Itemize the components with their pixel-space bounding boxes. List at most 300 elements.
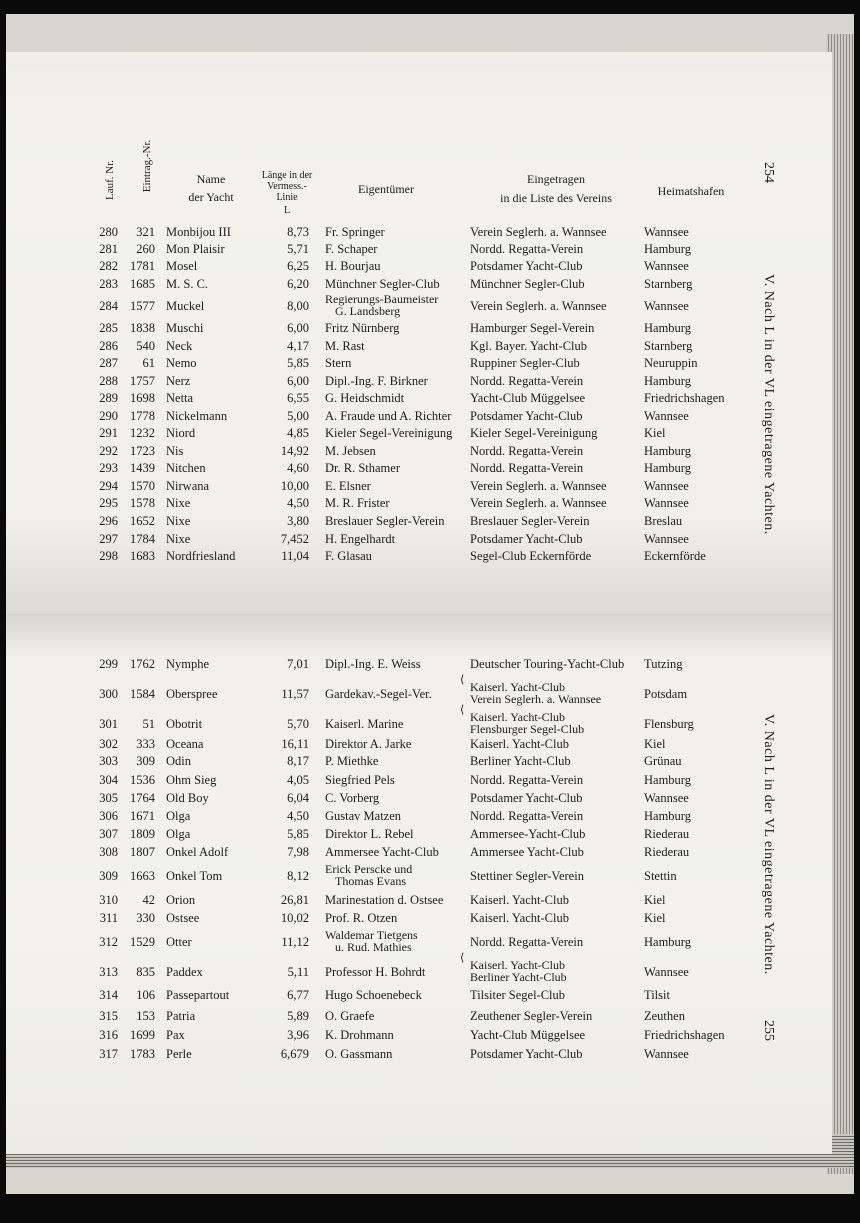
home-port: Zeuthen xyxy=(644,1009,685,1023)
header-verein-line1: Eingetragen xyxy=(527,172,585,186)
club: Verein Seglerh. a. Wannsee xyxy=(470,479,607,493)
owner: Kieler Segel-Vereinigung xyxy=(325,426,453,440)
length-value: 4,60 xyxy=(287,461,309,475)
yacht-name: Oceana xyxy=(166,737,204,751)
club: Breslauer Segler-Verein xyxy=(470,514,590,528)
entry-number: 1570 xyxy=(130,479,155,493)
yacht-name: Obotrit xyxy=(166,717,203,731)
lauf-number: 311 xyxy=(99,911,118,925)
entry-number: 1663 xyxy=(130,869,155,883)
entry-number: 1685 xyxy=(130,277,155,291)
lauf-number: 280 xyxy=(99,225,118,239)
lauf-number: 284 xyxy=(99,299,118,313)
owner: Prof. R. Otzen xyxy=(325,911,398,925)
entry-number: 1783 xyxy=(130,1047,155,1061)
length-value: 4,17 xyxy=(287,339,309,353)
lauf-number: 302 xyxy=(99,737,118,751)
lauf-number: 293 xyxy=(99,461,118,475)
owner: H. Bourjau xyxy=(325,259,381,273)
owner: Dr. R. Sthamer xyxy=(325,461,400,475)
book-scan xyxy=(6,14,854,1194)
lauf-number: 298 xyxy=(99,549,118,563)
brace-mark: ⟨ xyxy=(460,674,465,686)
club: Deutscher Touring-Yacht-Club xyxy=(470,657,625,671)
brace-mark: ⟨ xyxy=(460,704,465,716)
header-verein xyxy=(476,172,636,206)
club: Nordd. Regatta-Verein xyxy=(470,374,584,388)
lauf-number: 301 xyxy=(99,717,118,731)
lauf-number: 303 xyxy=(99,754,118,768)
club-line1: Kaiserl. Yacht-Club xyxy=(470,710,565,724)
yacht-name: Niord xyxy=(166,426,196,440)
yacht-name: Nemo xyxy=(166,356,197,370)
home-port: Wannsee xyxy=(644,496,689,510)
lauf-number: 294 xyxy=(99,479,118,493)
club: Kaiserl. Yacht-Club xyxy=(470,737,569,751)
home-port: Hamburg xyxy=(644,935,691,949)
owner: Dipl.-Ing. F. Birkner xyxy=(325,374,428,388)
owner: Breslauer Segler-Verein xyxy=(325,514,445,528)
lauf-number: 295 xyxy=(99,496,118,510)
yacht-name: Nixe xyxy=(166,532,191,546)
owner-line1: Waldemar Tietgens xyxy=(325,928,418,942)
club: Verein Seglerh. a. Wannsee xyxy=(470,225,607,239)
lauf-number: 289 xyxy=(99,391,118,405)
length-value: 8,17 xyxy=(287,754,309,768)
table-row xyxy=(6,1029,766,1047)
header-length-line1: Länge in der xyxy=(261,170,313,181)
entry-number: 1536 xyxy=(130,773,155,787)
yacht-name: M. S. C. xyxy=(166,277,209,291)
home-port: Kiel xyxy=(644,893,666,907)
entry-number: 1698 xyxy=(130,391,155,405)
home-port: Wannsee xyxy=(644,532,689,546)
owner: C. Vorberg xyxy=(325,791,380,805)
club: Kaiserl. Yacht-Club xyxy=(470,893,569,907)
club: Ammersee Yacht-Club xyxy=(470,845,584,859)
table-row xyxy=(6,828,766,846)
owner: Marinestation d. Ostsee xyxy=(325,893,444,907)
length-value: 5,89 xyxy=(287,1009,309,1023)
club: Kieler Segel-Vereinigung xyxy=(470,426,598,440)
home-port: Neuruppin xyxy=(644,356,698,370)
owner: M. Jebsen xyxy=(325,444,376,458)
home-port: Wannsee xyxy=(644,225,689,239)
header-eintrag-nr: Eintrag.-Nr. xyxy=(141,139,153,193)
entry-number: 1529 xyxy=(130,935,155,949)
owner: H. Engelhardt xyxy=(325,532,396,546)
home-port: Wannsee xyxy=(644,259,689,273)
yacht-name: Nickelmann xyxy=(166,409,228,423)
home-port: Wannsee xyxy=(644,299,689,313)
header-hafen: Heimatshafen xyxy=(657,184,725,198)
entry-number: 1784 xyxy=(130,532,155,546)
lauf-number: 306 xyxy=(99,809,118,823)
lauf-number: 317 xyxy=(99,1047,118,1061)
yacht-name: Otter xyxy=(166,935,192,949)
length-value: 7,452 xyxy=(280,532,309,546)
yacht-name: Nerz xyxy=(166,374,191,388)
yacht-name: Onkel Adolf xyxy=(166,845,229,859)
length-value: 5,71 xyxy=(287,242,309,256)
yacht-name: Patria xyxy=(166,1009,196,1023)
yacht-name: Mon Plaisir xyxy=(166,242,225,256)
lauf-number: 281 xyxy=(99,242,118,256)
club-line1: Kaiserl. Yacht-Club xyxy=(470,680,565,694)
table-row xyxy=(6,392,766,410)
lauf-number: 309 xyxy=(99,869,118,883)
home-port: Tilsit xyxy=(644,988,670,1002)
home-port: Friedrichshagen xyxy=(644,1028,725,1042)
header-verein-line2: in die Liste des Vereins xyxy=(500,191,612,205)
length-value: 7,01 xyxy=(287,657,309,671)
owner: A. Fraude und A. Richter xyxy=(325,409,452,423)
length-value: 6,20 xyxy=(287,277,309,291)
lauf-number: 310 xyxy=(99,893,118,907)
yacht-name: Ostsee xyxy=(166,911,200,925)
page-255 xyxy=(6,614,832,1154)
yacht-name: Nitchen xyxy=(166,461,206,475)
header-length-line3: Linie xyxy=(276,192,298,203)
length-value: 6,25 xyxy=(287,259,309,273)
length-value: 11,04 xyxy=(281,549,309,563)
yacht-name: Nordfriesland xyxy=(166,549,236,563)
club: Yacht-Club Müggelsee xyxy=(470,1028,586,1042)
length-value: 5,85 xyxy=(287,356,309,370)
owner: Hugo Schoenebeck xyxy=(325,988,422,1002)
table-row xyxy=(6,952,766,984)
yacht-name: Netta xyxy=(166,391,194,405)
lauf-number: 316 xyxy=(99,1028,118,1042)
length-value: 3,80 xyxy=(287,514,309,528)
club: Nordd. Regatta-Verein xyxy=(470,773,584,787)
page-number-255: 255 xyxy=(761,1020,776,1041)
entry-number: 309 xyxy=(136,754,155,768)
club: Potsdamer Yacht-Club xyxy=(470,791,583,805)
owner: Kaiserl. Marine xyxy=(325,717,404,731)
header-length-line2: Vermess.- xyxy=(267,181,307,192)
table-row xyxy=(6,658,766,676)
table-row xyxy=(6,928,766,954)
table-row xyxy=(6,704,766,736)
club: Nordd. Regatta-Verein xyxy=(470,935,584,949)
home-port: Starnberg xyxy=(644,339,693,353)
owner: Ammersee Yacht-Club xyxy=(325,845,439,859)
brace-mark: ⟨ xyxy=(460,952,465,964)
home-port: Stettin xyxy=(644,869,677,883)
lauf-number: 313 xyxy=(99,965,118,979)
entry-number: 333 xyxy=(136,737,155,751)
lauf-number: 312 xyxy=(99,935,118,949)
entry-number: 1781 xyxy=(130,259,155,273)
length-value: 26,81 xyxy=(280,893,309,907)
home-port: Kiel xyxy=(644,426,666,440)
entry-number: 330 xyxy=(136,911,155,925)
club-line2: Berliner Yacht-Club xyxy=(470,970,567,984)
owner: M. R. Frister xyxy=(325,496,390,510)
owner: Professor H. Bohrdt xyxy=(325,965,426,979)
table-row xyxy=(6,260,766,278)
entry-number: 321 xyxy=(136,225,155,239)
owner-line1: Erick Perscke und xyxy=(325,862,413,876)
home-port: Riederau xyxy=(644,827,690,841)
yacht-name: Olga xyxy=(166,809,191,823)
lauf-number: 304 xyxy=(99,773,118,787)
owner: Direktor L. Rebel xyxy=(325,827,414,841)
home-port: Potsdam xyxy=(644,687,688,701)
length-value: 6,00 xyxy=(287,374,309,388)
owner: Münchner Segler-Club xyxy=(325,277,440,291)
header-owner: Eigentümer xyxy=(358,182,414,196)
home-port: Wannsee xyxy=(644,965,689,979)
yacht-name: Nirwana xyxy=(166,479,210,493)
table-row xyxy=(6,322,766,340)
club: Berliner Yacht-Club xyxy=(470,754,571,768)
club-line2: Flensburger Segel-Club xyxy=(470,722,585,736)
owner: Direktor A. Jarke xyxy=(325,737,412,751)
owner: Gardekav.-Segel-Ver. xyxy=(325,687,432,701)
header-length-line4: L xyxy=(283,205,291,216)
table-row xyxy=(6,989,766,1007)
page-number-254: 254 xyxy=(761,162,776,183)
home-port: Hamburg xyxy=(644,374,691,388)
length-value: 6,04 xyxy=(287,791,309,805)
club: Hamburger Segel-Verein xyxy=(470,321,595,335)
home-port: Starnberg xyxy=(644,277,693,291)
header-name xyxy=(176,172,246,205)
owner: K. Drohmann xyxy=(325,1028,394,1042)
club: Kaiserl. Yacht-Club xyxy=(470,911,569,925)
yacht-name: Mosel xyxy=(166,259,198,273)
home-port: Hamburg xyxy=(644,773,691,787)
lauf-number: 287 xyxy=(99,356,118,370)
length-value: 6,679 xyxy=(280,1047,309,1061)
club xyxy=(460,674,602,706)
length-value: 16,11 xyxy=(281,737,309,751)
club xyxy=(460,704,585,736)
lauf-number: 305 xyxy=(99,791,118,805)
home-port: Wannsee xyxy=(644,479,689,493)
lauf-number: 285 xyxy=(99,321,118,335)
home-port: Grünau xyxy=(644,754,682,768)
lauf-number: 315 xyxy=(99,1009,118,1023)
club: Potsdamer Yacht-Club xyxy=(470,532,583,546)
club xyxy=(460,952,567,984)
club-line1: Kaiserl. Yacht-Club xyxy=(470,958,565,972)
length-value: 5,70 xyxy=(287,717,309,731)
home-port: Wannsee xyxy=(644,791,689,805)
home-port: Hamburg xyxy=(644,444,691,458)
yacht-name: Olga xyxy=(166,827,191,841)
lauf-number: 299 xyxy=(99,657,118,671)
entry-number: 1699 xyxy=(130,1028,155,1042)
owner: P. Miethke xyxy=(325,754,379,768)
club: Potsdamer Yacht-Club xyxy=(470,259,583,273)
header-name-line2: der Yacht xyxy=(188,190,234,204)
entry-number: 1809 xyxy=(130,827,155,841)
length-value: 4,50 xyxy=(287,809,309,823)
home-port: Breslau xyxy=(644,514,683,528)
entry-number: 1232 xyxy=(130,426,155,440)
home-port: Hamburg xyxy=(644,242,691,256)
table-row xyxy=(6,862,766,888)
entry-number: 1578 xyxy=(130,496,155,510)
length-value: 4,85 xyxy=(287,426,309,440)
entry-number: 51 xyxy=(142,717,155,731)
owner xyxy=(325,863,412,887)
club: Verein Seglerh. a. Wannsee xyxy=(470,299,607,313)
owner: G. Heidschmidt xyxy=(325,391,405,405)
running-title-bottom: V. Nach L in der VL eingetragene Yachten. xyxy=(761,714,776,975)
home-port: Hamburg xyxy=(644,461,691,475)
home-port: Friedrichshagen xyxy=(644,391,725,405)
table-row xyxy=(6,1010,766,1028)
yacht-name: Odin xyxy=(166,754,191,768)
length-value: 6,55 xyxy=(287,391,309,405)
owner xyxy=(325,293,438,317)
header-lauf-nr: Lauf. Nr. xyxy=(104,160,116,201)
club: Zeuthener Segler-Verein xyxy=(470,1009,593,1023)
table-row xyxy=(6,792,766,810)
yacht-name: Nis xyxy=(166,444,184,458)
entry-number: 1778 xyxy=(130,409,155,423)
header-length xyxy=(252,170,322,216)
lauf-number: 283 xyxy=(99,277,118,291)
lauf-number: 288 xyxy=(99,374,118,388)
lauf-number: 308 xyxy=(99,845,118,859)
entry-number: 1838 xyxy=(130,321,155,335)
running-title-top: V. Nach L in der VL eingetragene Yachten. xyxy=(761,274,776,535)
owner-line1: Regierungs-Baumeister xyxy=(325,292,439,306)
yacht-name: Monbijou III xyxy=(166,225,231,239)
yacht-name: Ohm Sieg xyxy=(166,773,217,787)
club: Ruppiner Segler-Club xyxy=(470,356,580,370)
length-value: 3,96 xyxy=(287,1028,309,1042)
table-row xyxy=(6,292,766,318)
length-value: 14,92 xyxy=(280,444,309,458)
club: Nordd. Regatta-Verein xyxy=(470,242,584,256)
home-port: Wannsee xyxy=(644,409,689,423)
club: Nordd. Regatta-Verein xyxy=(470,809,584,823)
table-row xyxy=(6,550,766,568)
table-row xyxy=(6,810,766,828)
home-port: Kiel xyxy=(644,737,666,751)
table-row xyxy=(6,515,766,533)
entry-number: 1652 xyxy=(130,514,155,528)
entry-number: 1757 xyxy=(130,374,155,388)
club: Ammersee-Yacht-Club xyxy=(470,827,586,841)
yacht-name: Pax xyxy=(166,1028,185,1042)
page-254 xyxy=(6,52,832,632)
home-port: Hamburg xyxy=(644,809,691,823)
owner: O. Gassmann xyxy=(325,1047,393,1061)
yacht-name: Oberspree xyxy=(166,687,218,701)
entry-number: 260 xyxy=(136,242,155,256)
entry-number: 1439 xyxy=(130,461,155,475)
length-value: 5,85 xyxy=(287,827,309,841)
length-value: 8,00 xyxy=(287,299,309,313)
length-value: 11,12 xyxy=(281,935,309,949)
lauf-number: 291 xyxy=(99,426,118,440)
entry-number: 1683 xyxy=(130,549,155,563)
length-value: 8,12 xyxy=(287,869,309,883)
entry-number: 835 xyxy=(136,965,155,979)
owner: F. Schaper xyxy=(325,242,378,256)
length-value: 6,77 xyxy=(287,988,309,1002)
lauf-number: 297 xyxy=(99,532,118,546)
club: Potsdamer Yacht-Club xyxy=(470,409,583,423)
yacht-name: Perle xyxy=(166,1047,192,1061)
lauf-number: 314 xyxy=(99,988,118,1002)
home-port: Eckernförde xyxy=(644,549,706,563)
length-value: 7,98 xyxy=(287,845,309,859)
lauf-number: 300 xyxy=(99,687,118,701)
entry-number: 1723 xyxy=(130,444,155,458)
owner: Gustav Matzen xyxy=(325,809,402,823)
club: Münchner Segler-Club xyxy=(470,277,585,291)
home-port: Riederau xyxy=(644,845,690,859)
table-row xyxy=(6,1048,766,1066)
yacht-name: Nixe xyxy=(166,514,191,528)
length-value: 6,00 xyxy=(287,321,309,335)
entry-number: 1671 xyxy=(130,809,155,823)
yacht-name: Onkel Tom xyxy=(166,869,223,883)
length-value: 5,11 xyxy=(287,965,309,979)
owner-line2: Thomas Evans xyxy=(335,874,406,888)
entry-number: 1584 xyxy=(130,687,155,701)
owner: E. Elsner xyxy=(325,479,371,493)
entry-number: 1762 xyxy=(130,657,155,671)
entry-number: 42 xyxy=(142,893,155,907)
header-name-line1: Name xyxy=(196,172,226,186)
club: Nordd. Regatta-Verein xyxy=(470,461,584,475)
entry-number: 106 xyxy=(136,988,155,1002)
club: Verein Seglerh. a. Wannsee xyxy=(470,496,607,510)
lauf-number: 296 xyxy=(99,514,118,528)
club: Potsdamer Yacht-Club xyxy=(470,1047,583,1061)
length-value: 10,00 xyxy=(280,479,309,493)
yacht-name: Orion xyxy=(166,893,196,907)
table-row xyxy=(6,774,766,792)
yacht-name: Nymphe xyxy=(166,657,210,671)
owner-line2: u. Rud. Mathies xyxy=(335,940,412,954)
owner-line2: G. Landsberg xyxy=(335,304,401,318)
home-port: Wannsee xyxy=(644,1047,689,1061)
owner: Fr. Springer xyxy=(325,225,385,239)
yacht-name: Muschi xyxy=(166,321,204,335)
club: Kgl. Bayer. Yacht-Club xyxy=(470,339,588,353)
home-port: Hamburg xyxy=(644,321,691,335)
owner: M. Rast xyxy=(325,339,365,353)
entry-number: 540 xyxy=(136,339,155,353)
table-row xyxy=(6,462,766,480)
club: Stettiner Segler-Verein xyxy=(470,869,584,883)
yacht-name: Muckel xyxy=(166,299,205,313)
entry-number: 1577 xyxy=(130,299,155,313)
owner: Fritz Nürnberg xyxy=(325,321,400,335)
yacht-name: Neck xyxy=(166,339,193,353)
club: Tilsiter Segel-Club xyxy=(470,988,566,1002)
table-row xyxy=(6,755,766,773)
table-row xyxy=(6,497,766,515)
owner: Siegfried Pels xyxy=(325,773,395,787)
owner: Stern xyxy=(325,356,352,370)
owner: Dipl.-Ing. E. Weiss xyxy=(325,657,421,671)
length-value: 10,02 xyxy=(280,911,309,925)
entry-number: 1764 xyxy=(130,791,155,805)
lauf-number: 282 xyxy=(99,259,118,273)
home-port: Flensburg xyxy=(644,717,694,731)
